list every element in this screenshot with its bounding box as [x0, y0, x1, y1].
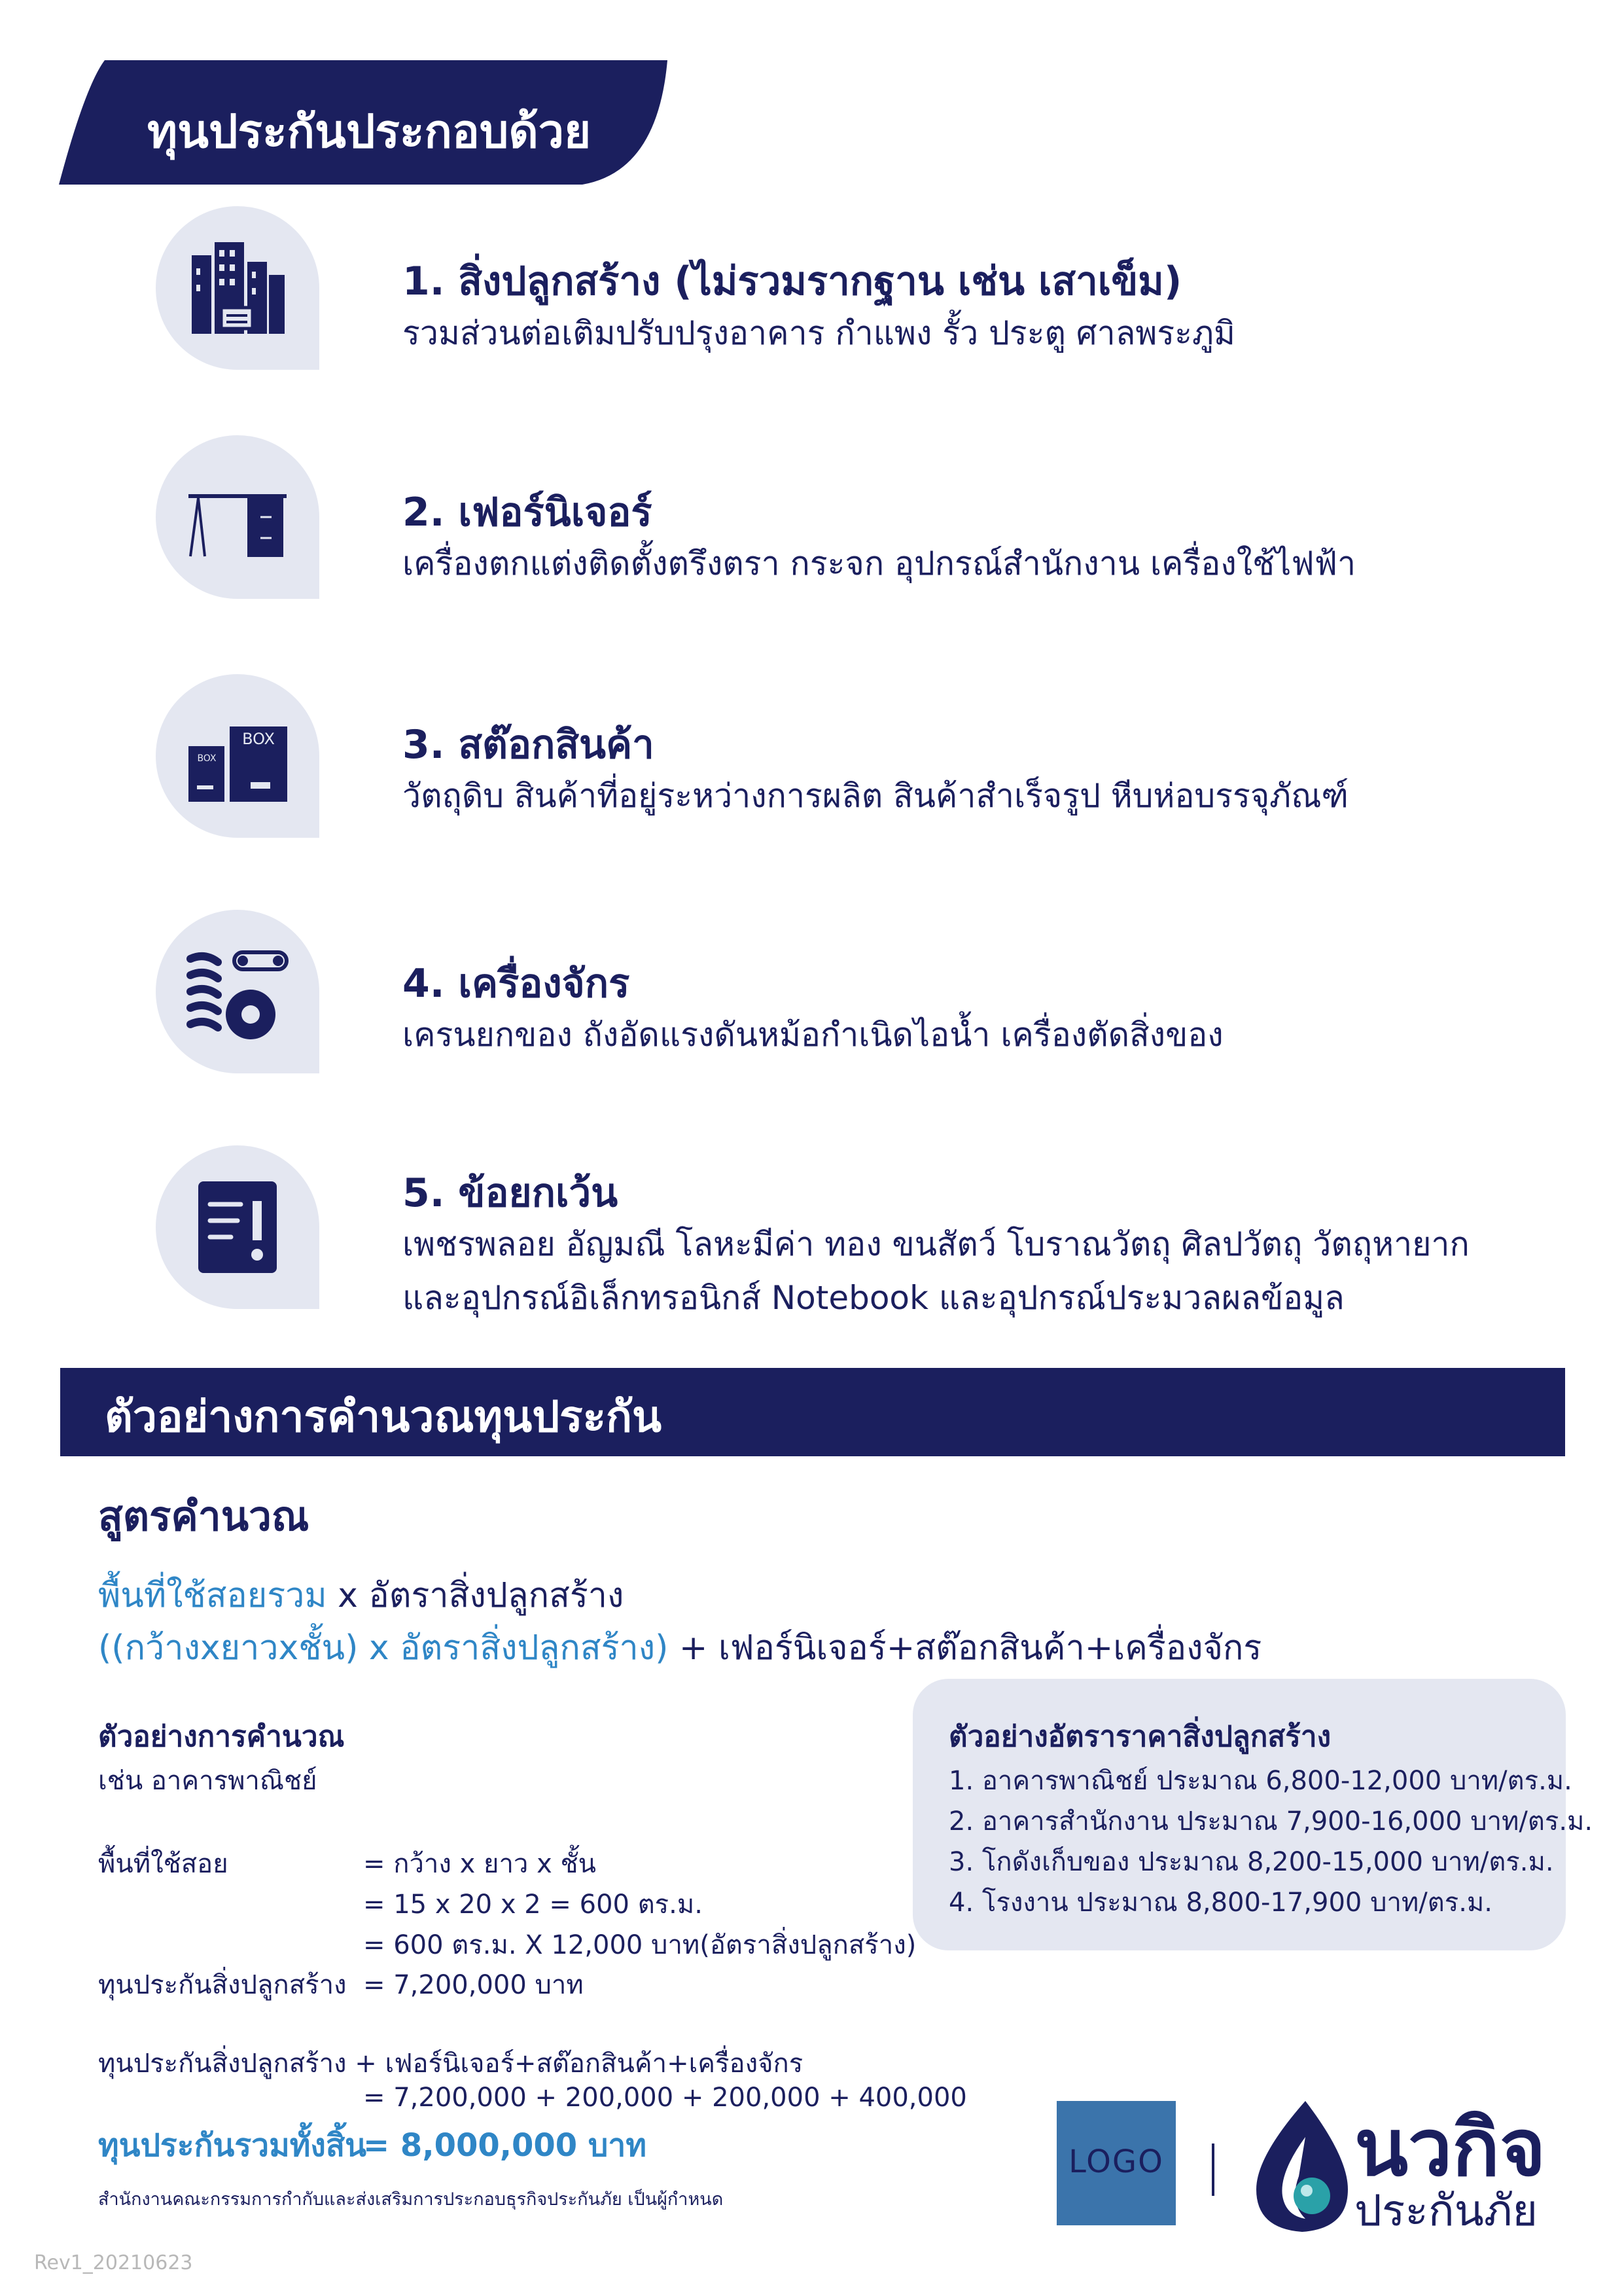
example-row-3-value: = 600 ตร.ม. X 12,000 บาท(อัตราสิ่งปลูกสร้าง): [363, 1930, 917, 1960]
formula-line-1-rest: x อัตราสิ่งปลูกสร้าง: [327, 1576, 624, 1615]
example-row-1-value: = กว้าง x ยาว x ชั้น: [363, 1849, 596, 1879]
item-3-desc: วัตถุดิบ สินค้าที่อยู่ระหว่างการผลิต สินค้าสำเร็จรูป หีบห่อบรรจุภัณฑ์: [402, 777, 1349, 815]
total-label: ทุนประกันรวมทั้งสิ้น: [98, 2127, 366, 2164]
brand-subtitle: ประกันภัย: [1354, 2185, 1538, 2236]
brand-drop-icon: [1243, 2098, 1361, 2235]
item-5-desc-line-1: เพชรพลอย อัญมณี โลหะมีค่า ทอง ขนสัตว์ โบราณวัตถุ ศิลปวัตถุ วัตถุหายาก: [402, 1225, 1470, 1263]
example-row-1-label: พื้นที่ใช้สอย: [98, 1849, 228, 1879]
formula-line-1-blue: พื้นที่ใช้สอยรวม: [98, 1576, 327, 1615]
total-value: = 8,000,000 บาท: [363, 2127, 646, 2164]
item-5-desc-line-2: และอุปกรณ์อิเล็กทรอนิกส์ Notebook และอุปกรณ์ประมวลผลข้อมูล: [402, 1279, 1345, 1317]
boxes-icon: [156, 674, 319, 838]
formula-line-2-rest: + เฟอร์นิเจอร์+สต๊อกสินค้า+เครื่องจักร: [668, 1628, 1262, 1668]
building-icon: [156, 206, 319, 370]
desk-icon: [156, 435, 319, 599]
formula-title: สูตรคำนวณ: [98, 1492, 309, 1540]
rate-item-3: 3. โกดังเก็บของ ประมาณ 8,200-15,000 บาท/ตร.ม.: [949, 1847, 1554, 1877]
item-3-title: 3. สต๊อกสินค้า: [402, 722, 654, 768]
revision-label: Rev1_20210623: [34, 2251, 193, 2274]
item-4-title: 4. เครื่องจักร: [402, 961, 630, 1007]
example-row-4-label: ทุนประกันสิ่งปลูกสร้าง: [98, 1970, 347, 2000]
small-box-label: BOX: [197, 753, 217, 764]
rate-item-1: 1. อาคารพาณิชย์ ประมาณ 6,800-12,000 บาท/ตร.ม.: [949, 1766, 1572, 1796]
item-2-title: 2. เฟอร์นิเจอร์: [402, 490, 652, 535]
logo-divider: [1212, 2144, 1214, 2196]
rate-item-2: 2. อาคารสำนักงาน ประมาณ 7,900-16,000 บาท/ตร.ม.: [949, 1806, 1593, 1837]
page-title: ทุนประกันประกอบด้วย: [147, 105, 591, 158]
formula-line-1: [98, 1568, 624, 1622]
footnote: สำนักงานคณะกรรมการกำกับและส่งเสริมการประกอบธุรกิจประกันภัย เป็นผู้กำหนด: [98, 2189, 724, 2210]
sum-line: ทุนประกันสิ่งปลูกสร้าง + เฟอร์นิเจอร์+สต๊อกสินค้า+เครื่องจักร: [98, 2049, 803, 2079]
item-1-desc: รวมส่วนต่อเติมปรับปรุงอาคาร กำแพง รั้ว ประตู ศาลพระภูมิ: [402, 314, 1235, 352]
big-box-label: BOX: [242, 730, 275, 748]
document-warning-icon: [156, 1145, 319, 1309]
sum-values: = 7,200,000 + 200,000 + 200,000 + 400,000: [363, 2083, 967, 2113]
example-row-2-value: = 15 x 20 x 2 = 600 ตร.ม.: [363, 1890, 703, 1920]
item-1-title: 1. สิ่งปลูกสร้าง (ไม่รวมรากฐาน เช่น เสาเข็ม): [402, 259, 1182, 304]
item-4-desc: เครนยกของ ถังอัดแรงดันหม้อกำเนิดไอน้ำ เครื่องตัดสิ่งของ: [402, 1016, 1224, 1054]
formula-line-2: [98, 1620, 1262, 1674]
formula-line-2-blue: ((กว้างxยาวxชั้น) x อัตราสิ่งปลูกสร้าง): [98, 1628, 669, 1668]
rate-item-4: 4. โรงงาน ประมาณ 8,800-17,900 บาท/ตร.ม.: [949, 1888, 1493, 1918]
example-subtitle: เช่น อาคารพาณิชย์: [98, 1766, 317, 1796]
brand-name: นวกิจ: [1354, 2103, 1546, 2194]
example-row-4-value: = 7,200,000 บาท: [363, 1970, 584, 2000]
logo-placeholder-text: LOGO: [1068, 2144, 1164, 2180]
machine-icon: [156, 910, 319, 1073]
example-title: ตัวอย่างการคำนวณ: [98, 1720, 345, 1753]
rates-title: ตัวอย่างอัตราราคาสิ่งปลูกสร้าง: [949, 1720, 1332, 1753]
item-5-title: 5. ข้อยกเว้น: [402, 1170, 618, 1216]
calc-section-title: ตัวอย่างการคำนวณทุนประกัน: [105, 1391, 662, 1442]
item-2-desc: เครื่องตกแต่งติดตั้งตรึงตรา กระจก อุปกรณ์สำนักงาน เครื่องใช้ไฟฟ้า: [402, 545, 1356, 583]
